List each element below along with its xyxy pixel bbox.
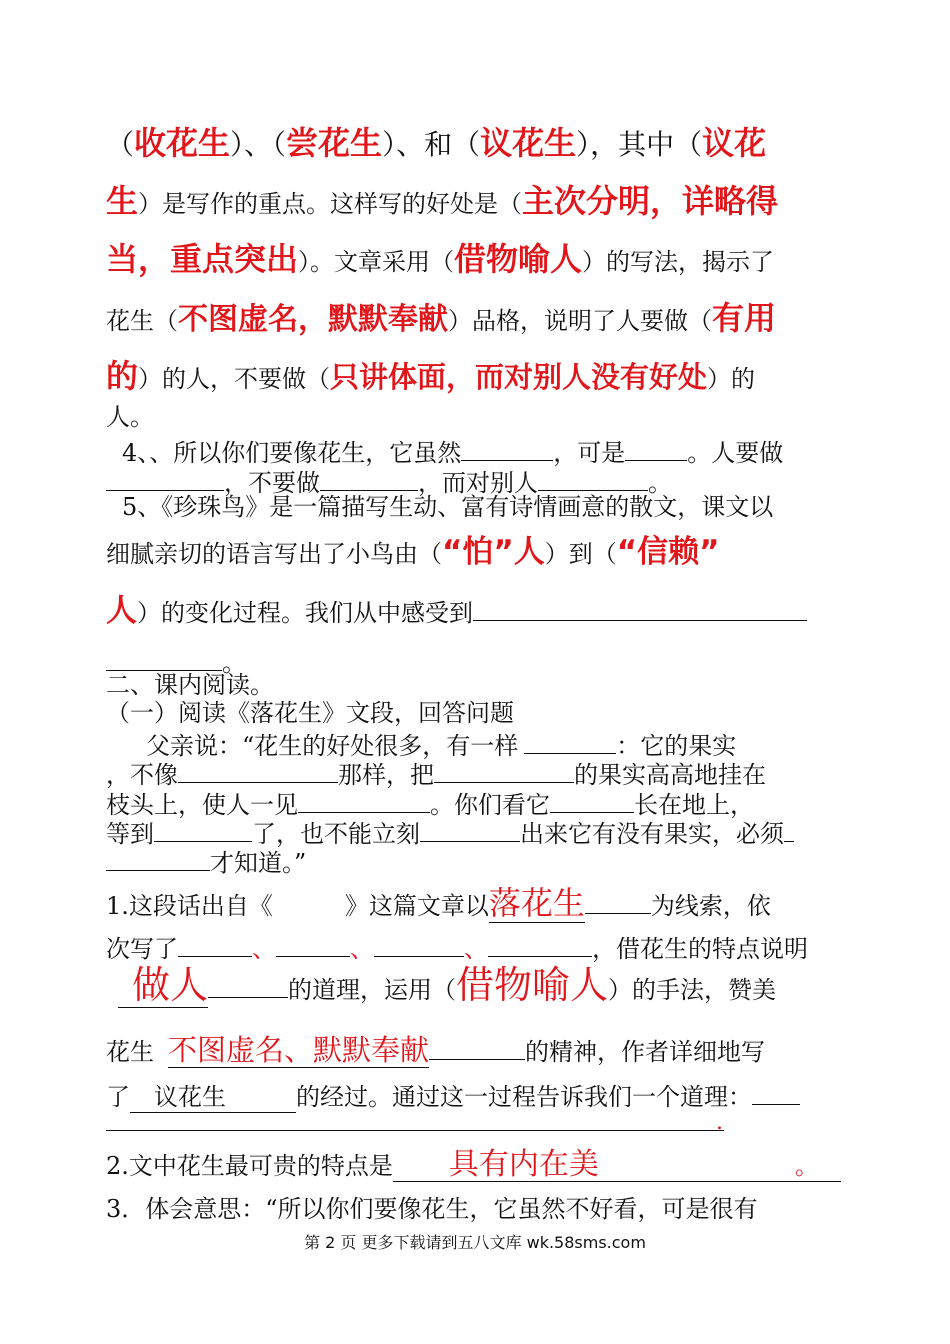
text: ），其中（ [576,128,703,161]
question-4-line-1 [122,434,783,468]
blank[interactable] [429,1033,525,1060]
answer: “怕”人 [442,534,545,570]
blank[interactable] [538,464,648,491]
text: ，不要做 [224,469,320,497]
text: 2.文中花生最可贵的特点是 [106,1152,393,1180]
blank[interactable] [178,756,338,783]
text: 。 [222,649,246,677]
blank[interactable] [106,464,224,491]
answer: 有用 [712,299,777,337]
text: 二、课内阅读。 [106,671,274,699]
blank[interactable] [434,756,574,783]
text: ）、（ [230,128,287,161]
blank[interactable] [298,786,430,813]
answer: “信赖” [616,534,720,570]
text: 了，也不能立刻 [252,820,420,848]
answer: 议花生 [154,1083,226,1111]
text: 的经过。通过这一过程告诉我们一个道理： [296,1083,752,1111]
text: 次写了 [106,935,178,963]
text: 枝头上，使人一见 [106,791,298,819]
text: 的精神，作者详细地写 [525,1038,766,1066]
question-5-line-1 [122,492,773,522]
text: ，借花生的特点说明 [592,935,808,963]
blank[interactable] [393,1147,841,1182]
blank[interactable] [488,930,592,957]
text: ）的变化过程。我们从中感受到 [137,599,473,627]
text: 。 [648,469,672,497]
text: 细腻亲切的语言写出了小鸟由（ [106,540,442,568]
blank[interactable] [106,644,222,671]
passage-line-5 [106,844,306,878]
answer: 做人 [118,963,208,1008]
blank[interactable] [420,815,520,842]
blank[interactable] [585,887,651,914]
text: 》这篇文章以 [344,892,489,920]
text: 、 [464,935,488,963]
text: ，不像 [106,761,178,789]
text: 等到 [106,820,154,848]
answer: 不图虚名、默默奉献 [168,1033,430,1067]
blank[interactable] [178,930,252,957]
blank[interactable] [752,1078,800,1105]
text: 。你们看它 [430,791,550,819]
blank[interactable] [130,1082,296,1113]
blank[interactable] [276,930,350,957]
text: . [716,1110,723,1135]
text: （ [106,128,135,161]
blank[interactable] [208,971,288,998]
text: 花生（ [106,307,178,335]
blank[interactable] [524,727,616,754]
answer: 议花生 [480,124,577,162]
text: ）的写法，揭示了 [582,248,775,276]
answer: 具有内在美 [448,1147,599,1182]
text: 1.这段话出自《 [106,892,273,920]
text: 才知道。” [210,849,307,877]
blank[interactable] [154,815,252,842]
text: ）的人，不要做（ [138,365,331,393]
text: 的道理，运用（ [288,976,457,1004]
question-5-line-3 [106,594,807,628]
text: 5、《珍珠鸟》是一篇描写生动、富有诗情画意的散文，课文以 [122,493,774,521]
blank[interactable] [550,786,634,813]
answer-line-4 [106,301,776,338]
blank[interactable] [320,464,418,491]
text: ）到（ [544,540,617,568]
text: 、 [252,935,276,963]
text: ）是写作的重点。这样写的好处是（ [138,190,523,218]
answer: 主次分明，详略得 [522,182,779,220]
answer-line-5 [106,359,755,396]
answer: 落花生 [488,884,585,922]
page-footer: 第 2 页 更多下载请到五八文库 wk.58sms.com [304,1233,646,1252]
text: 那样，把 [338,761,434,789]
q1-line-2 [106,930,808,964]
answer: 借物喻人 [456,963,609,1007]
answer: 借物喻人 [454,240,583,278]
answer: 议花 [702,124,767,162]
text: 的果实高高地挂在 [574,761,766,789]
q1-line-5 [106,1078,800,1113]
blank[interactable] [106,844,210,871]
section-subtitle [106,698,514,728]
text: ）的 [707,365,756,393]
q2-line [106,1147,841,1182]
text: 。人要做 [687,439,784,467]
answer-line-1 [106,126,766,162]
answer: 的 [106,357,139,395]
text: ）。文章采用（ [298,248,455,276]
text: （一）阅读《落花生》文段，回答问题 [106,699,514,727]
blank[interactable] [374,930,464,957]
q1-line-1 [106,884,771,922]
answer: 不图虚名，默默奉献 [178,302,448,337]
answer: 当，重点突出 [106,240,299,278]
text: ：它的果实 [616,732,737,760]
text: ）、和（ [382,128,481,161]
blank[interactable] [461,434,553,461]
answer: 只讲体面，而对别人没有好处 [330,360,708,394]
answer: 尝花生 [286,124,383,162]
text: ）品格，说明了人要做（ [448,307,712,335]
answer: 人 [106,593,137,629]
blank[interactable] [625,434,687,461]
text: 、 [350,935,374,963]
text: 人。 [106,403,154,431]
text: ，可是 [553,439,626,467]
q1-line-4 [106,1033,765,1067]
answer-rule [106,1130,724,1131]
text: ，而对别人 [418,469,538,497]
text: ）的手法，赞美 [608,976,777,1004]
answer-line-2 [106,184,778,221]
blank[interactable] [784,815,794,842]
passage-line-2 [106,756,766,790]
q3-line [106,1194,758,1224]
text: 出来它有没有果实，必须 [520,820,784,848]
text: 父亲说：“花生的好处很多，有一样 [146,732,519,760]
answer-line-3 [106,242,774,279]
answer: 生 [106,182,139,220]
text: 为线索，依 [650,892,771,920]
red-dot [716,1110,723,1135]
answer: 收花生 [134,124,231,162]
blank[interactable] [473,594,807,621]
text: 长在地上， [634,791,754,819]
section-title [106,670,274,700]
text: 3．体会意思：“所以你们要像花生，它虽然不好看，可是很有 [106,1195,758,1223]
answer-line-6 [106,402,154,432]
q1-line-3 [118,963,777,1007]
question-5-line-2 [106,534,720,570]
text: 了 [106,1083,130,1111]
text: 。 [794,1152,819,1180]
text: 花生 [106,1038,154,1066]
text: 4、、所以你们要像花生，它虽然 [122,439,462,467]
